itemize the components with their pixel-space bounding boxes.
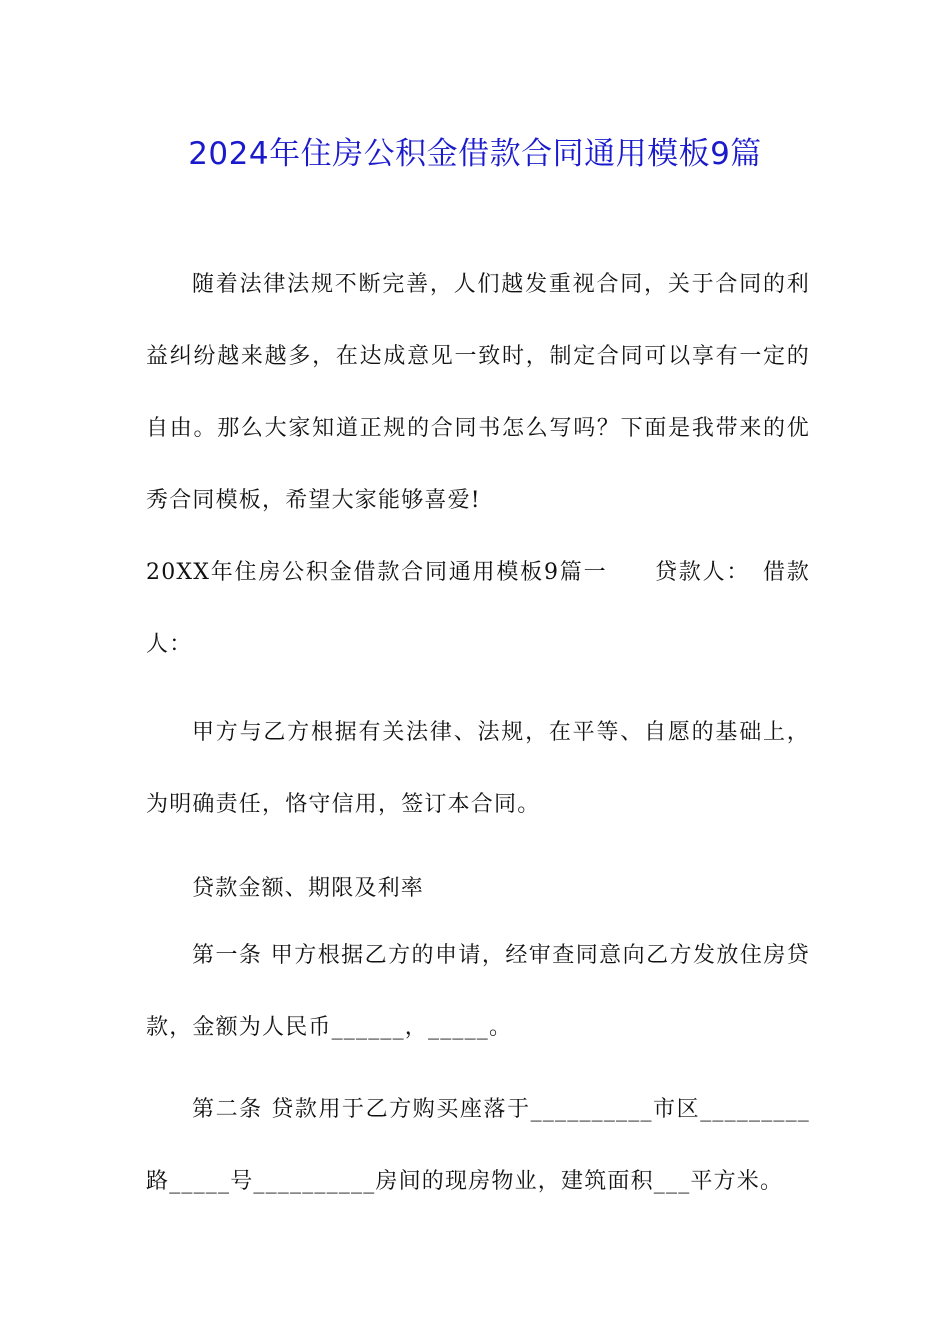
article-one-paragraph: 第一条 甲方根据乙方的申请，经审查同意向乙方发放住房贷款，金额为人民币______，_____。 [146,943,810,1040]
document-title: 2024年住房公积金借款合同通用模板9篇 [188,136,762,172]
parties-paragraph: 甲方与乙方根据有关法律、法规，在平等、自愿的基础上，为明确责任，恪守信用，签订本合同。 [146,720,810,817]
article-two-paragraph: 第二条 贷款用于乙方购买座落于__________市区_________路_____号__________房间的现房物业，建筑面积___平方米。 [146,1097,810,1194]
section-heading-paragraph: 20XX年住房公积金借款合同通用模板9篇一 贷款人： 借款人： [146,560,810,657]
intro-paragraph: 随着法律法规不断完善，人们越发重视合同，关于合同的利益纠纷越来越多，在达成意见一致时，制定合同可以享有一定的自由。那么大家知道正规的合同书怎么写吗？下面是我带来的优秀合同模板，希望大家能够喜爱! [146,272,810,513]
loan-terms-heading: 贷款金额、期限及利率 [192,876,425,901]
